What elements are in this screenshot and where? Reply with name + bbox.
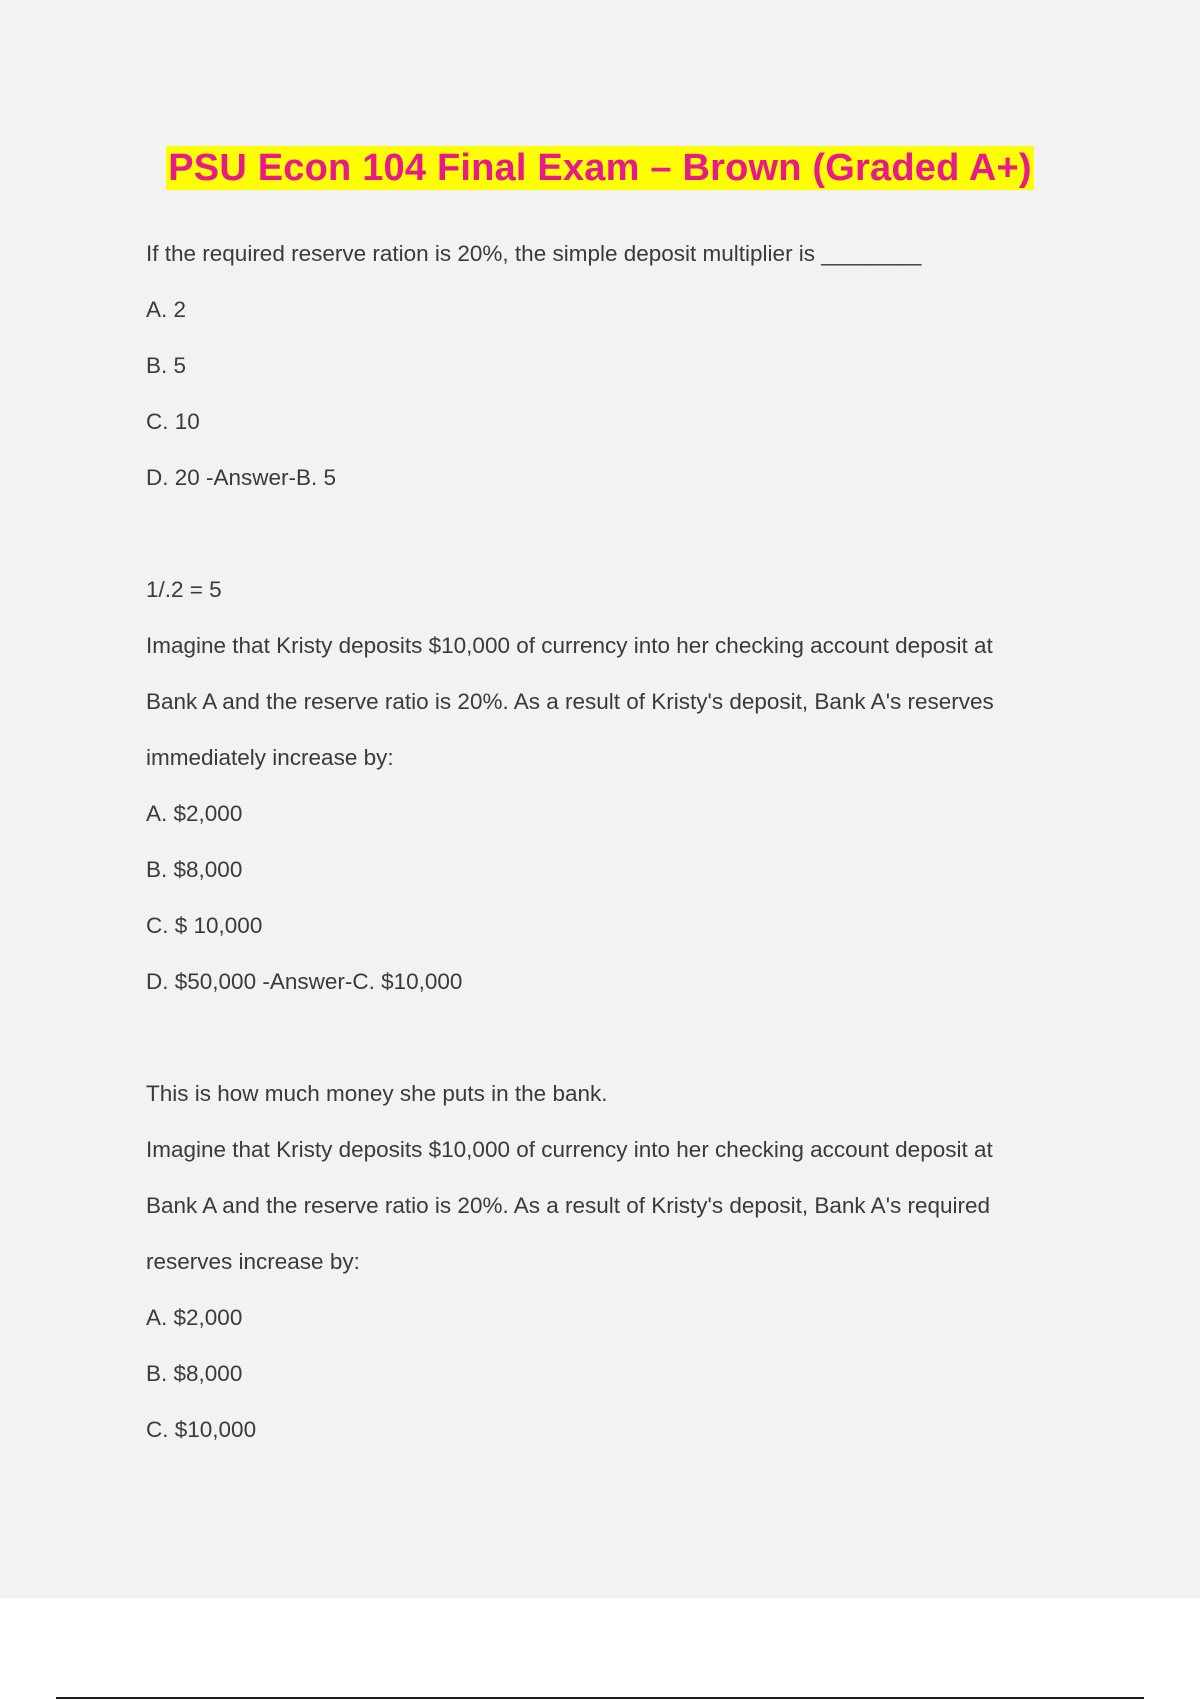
q1-option-a: A. 2 xyxy=(146,297,187,322)
q3-question-line-3: reserves increase by: xyxy=(146,1249,360,1274)
q2-option-b: B. $8,000 xyxy=(146,857,243,882)
q3-question-line-1: Imagine that Kristy deposits $10,000 of currency into her checking account deposit at xyxy=(146,1137,993,1162)
q2-option-d-answer: D. $50,000 -Answer-C. $10,000 xyxy=(146,969,463,994)
q1-option-d-answer: D. 20 -Answer-B. 5 xyxy=(146,465,337,490)
q2-question-line-2: Bank A and the reserve ratio is 20%. As a result of Kristy's deposit, Bank A's reserves xyxy=(146,689,994,714)
q3-question-line-2: Bank A and the reserve ratio is 20%. As a result of Kristy's deposit, Bank A's required xyxy=(146,1193,991,1218)
document-title: PSU Econ 104 Final Exam – Brown (Graded A+) xyxy=(168,147,1032,189)
q1-option-b: B. 5 xyxy=(146,353,187,378)
q2-question-line-1: Imagine that Kristy deposits $10,000 of currency into her checking account deposit at xyxy=(146,633,993,658)
footer-rule xyxy=(56,1697,1144,1699)
q1-question: If the required reserve ration is 20%, the simple deposit multiplier is ________ xyxy=(146,241,922,266)
q2-option-a: A. $2,000 xyxy=(146,801,243,826)
q1-explanation: 1/.2 = 5 xyxy=(146,577,222,602)
q3-option-a: A. $2,000 xyxy=(146,1305,243,1330)
q2-explanation: This is how much money she puts in the bank. xyxy=(146,1081,608,1106)
q3-option-b: B. $8,000 xyxy=(146,1361,243,1386)
q2-question-line-3: immediately increase by: xyxy=(146,745,394,770)
q2-option-c: C. $ 10,000 xyxy=(146,913,263,938)
q3-option-c: C. $10,000 xyxy=(146,1417,257,1442)
q1-option-c: C. 10 xyxy=(146,409,200,434)
title-container xyxy=(0,146,1200,190)
document-body xyxy=(146,240,1086,1444)
